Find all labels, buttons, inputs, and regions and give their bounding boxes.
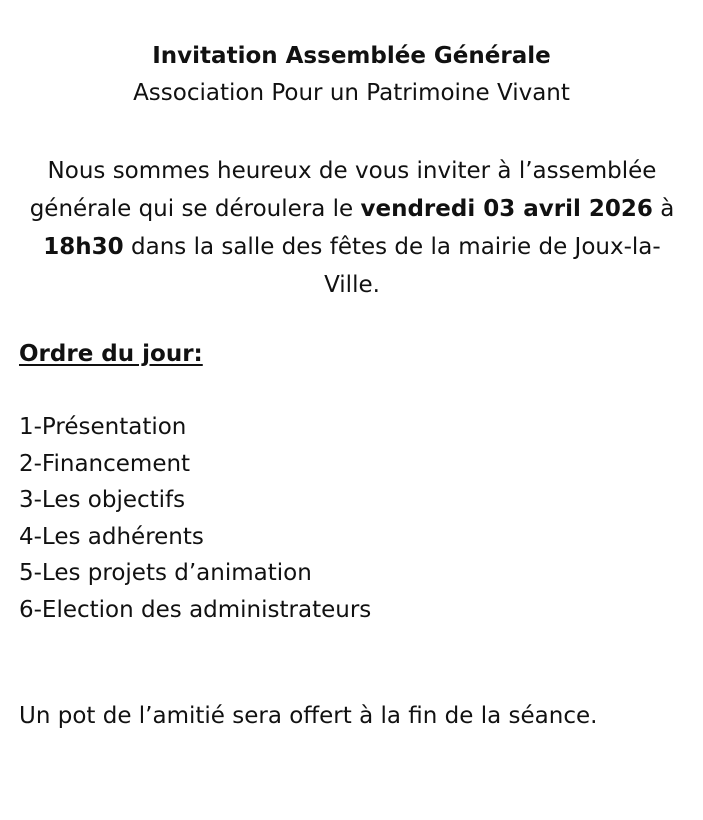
invitation-paragraph xyxy=(28,152,676,304)
document-title: Invitation Assemblée Générale xyxy=(152,43,551,69)
meeting-time: 18h30 xyxy=(43,234,124,260)
agenda-item: 4-Les adhérents xyxy=(19,523,204,550)
intro-text-start: Nous sommes heureux de vous inviter à l’assemblée générale qui se déroulera le xyxy=(29,158,657,222)
agenda-heading: Ordre du jour: xyxy=(19,341,203,367)
agenda-item: 3-Les objectifs xyxy=(19,487,186,513)
meeting-date: vendredi 03 avril 2026 xyxy=(360,196,653,222)
agenda-list xyxy=(19,409,371,628)
closing-note: Un pot de l’amitié sera offert à la fin de la séance. xyxy=(19,703,598,729)
agenda-item: 6-Election des administrateurs xyxy=(19,596,372,623)
intro-text-end: dans la salle des fêtes de la mairie de Joux-la-Ville. xyxy=(123,234,661,298)
association-name: Association Pour un Patrimoine Vivant xyxy=(133,80,570,106)
intro-text-between: à xyxy=(652,196,675,222)
agenda-item: 2-Financement xyxy=(19,450,191,477)
agenda-item: 1-Présentation xyxy=(19,414,187,440)
agenda-item: 5-Les projets d’animation xyxy=(19,560,312,586)
